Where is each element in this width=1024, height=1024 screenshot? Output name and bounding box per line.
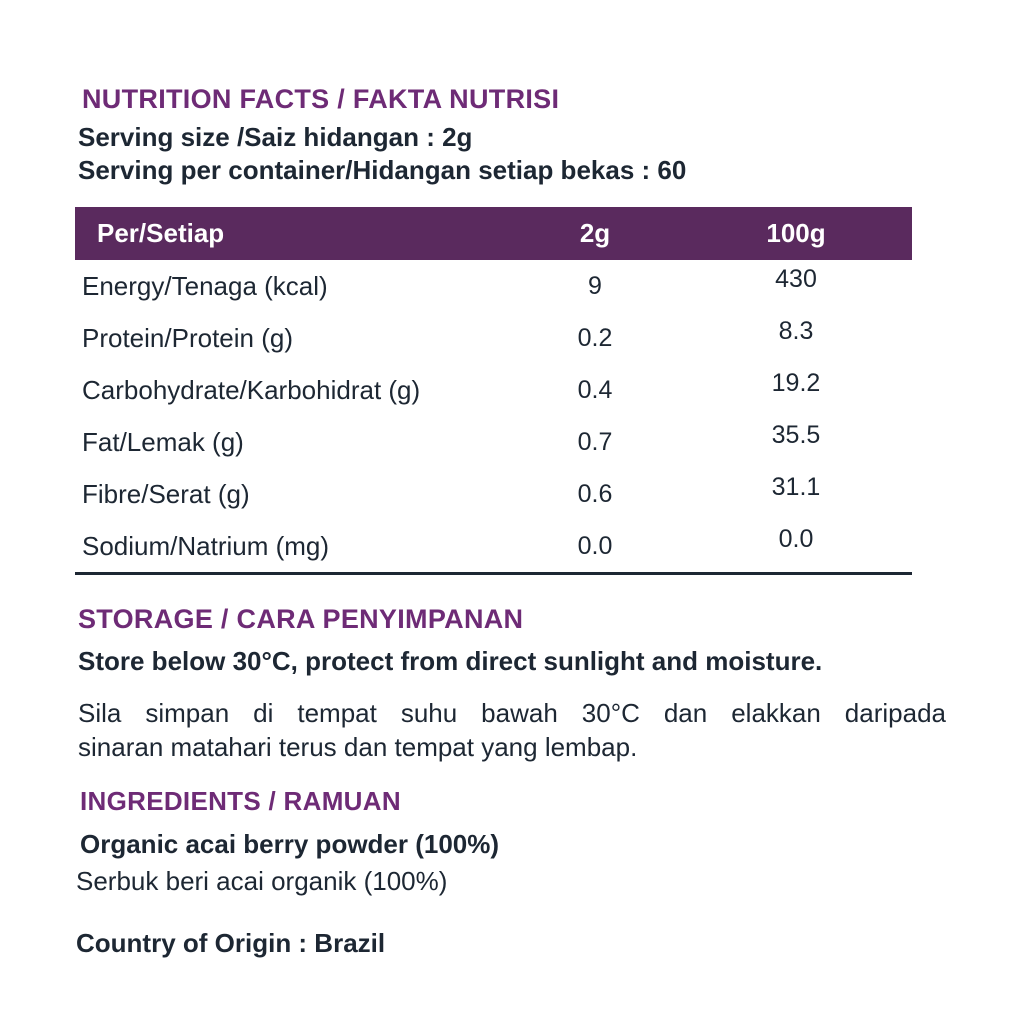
country-of-origin: Country of Origin : Brazil — [76, 928, 386, 958]
row-label: Carbohydrate/Karbohidrat (g) — [82, 374, 421, 405]
value-100g: 0.0 — [778, 524, 814, 553]
row-label: Sodium/Natrium (mg) — [82, 530, 330, 561]
table-header-row — [75, 207, 912, 260]
ingredients-heading: INGREDIENTS / RAMUAN — [80, 786, 401, 816]
value-2g: 0.0 — [577, 531, 613, 560]
storage-heading: STORAGE / CARA PENYIMPANAN — [78, 604, 524, 634]
table-row-carbohydrate — [75, 364, 912, 416]
column-header-100g: 100g — [766, 218, 826, 248]
value-2g: 0.2 — [577, 323, 613, 352]
value-100g: 8.3 — [778, 316, 814, 345]
value-2g: 0.6 — [577, 479, 613, 508]
value-100g: 19.2 — [771, 368, 821, 397]
value-100g: 31.1 — [771, 472, 821, 501]
storage-ms-line1: Sila simpan di tempat suhu bawah 30°C dan elakkan daripada — [78, 698, 946, 728]
serving-per-container-line: Serving per container/Hidangan setiap bekas : 60 — [78, 155, 687, 185]
value-2g: 9 — [588, 271, 602, 300]
value-100g: 35.5 — [771, 420, 821, 449]
column-header-per-setiap: Per/Setiap — [97, 218, 225, 248]
storage-instruction-ms — [78, 696, 946, 764]
column-header-2g: 2g — [579, 218, 611, 248]
table-row-fat — [75, 416, 912, 468]
nutrition-facts-title: NUTRITION FACTS / FAKTA NUTRISI — [82, 84, 560, 114]
ingredient-line-ms: Serbuk beri acai organik (100%) — [76, 866, 448, 896]
value-100g: 430 — [775, 264, 817, 293]
nutrition-table — [75, 207, 912, 575]
value-2g: 0.7 — [577, 427, 613, 456]
storage-ms-line2: sinaran matahari terus dan tempat yang lembap. — [78, 732, 638, 762]
row-label: Protein/Protein (g) — [82, 322, 293, 353]
ingredient-line-en: Organic acai berry powder (100%) — [80, 829, 500, 859]
value-2g: 0.4 — [577, 375, 613, 404]
table-row-protein — [75, 312, 912, 364]
storage-instruction-en: Store below 30°C, protect from direct sunlight and moisture. — [78, 646, 823, 676]
serving-info — [78, 121, 686, 187]
row-label: Energy/Tenaga (kcal) — [82, 270, 328, 301]
table-row-sodium — [75, 520, 912, 572]
row-label: Fat/Lemak (g) — [82, 426, 244, 457]
table-body — [75, 260, 912, 575]
table-row-fibre — [75, 468, 912, 520]
table-row-energy — [75, 260, 912, 312]
serving-size-line: Serving size /Saiz hidangan : 2g — [78, 122, 473, 152]
row-label: Fibre/Serat (g) — [82, 478, 250, 509]
